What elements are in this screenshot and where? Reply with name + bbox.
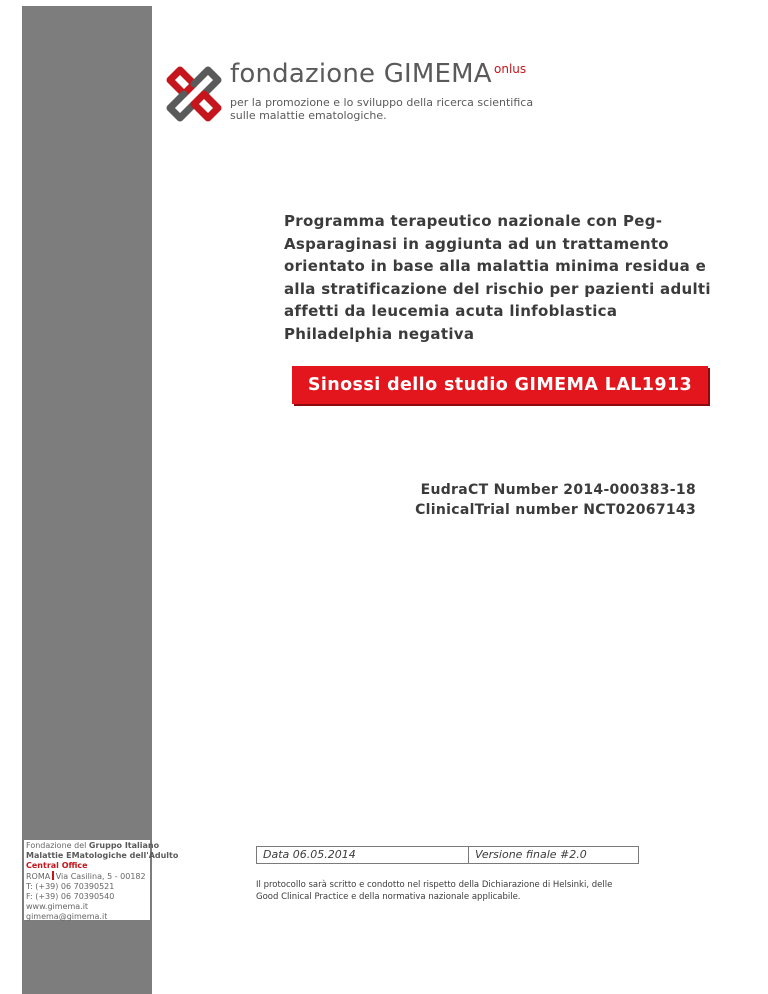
logo-tagline-line1: per la promozione e lo sviluppo della ricerca scientifica	[230, 96, 534, 109]
chain-link-icon	[164, 66, 224, 120]
date-version-table	[256, 846, 639, 864]
contact-fax: F: (+39) 06 70390540	[26, 892, 115, 901]
contact-line-1: Fondazione del Gruppo Italiano	[26, 841, 160, 850]
contact-web[interactable]: www.gimema.it	[26, 902, 89, 911]
logo-name: fondazione GIMEMA	[230, 59, 492, 89]
clinicaltrial-number: ClinicalTrial number NCT02067143	[415, 502, 696, 518]
contact-block	[24, 840, 179, 921]
compliance-note-line1: Il protocollo sarà scritto e condotto nel rispetto della Dichiarazione di Helsinki, delle	[256, 880, 613, 890]
date-cell: Data 06.05.2014	[257, 847, 469, 863]
compliance-note-line2: Good Clinical Practice e della normativa nazionale applicabile.	[256, 892, 521, 902]
title-line-5: affetti da leucemia acuta linfoblastica	[284, 302, 618, 320]
title-line-6: Philadelphia negativa	[284, 324, 475, 343]
contact-address: ROMA Via Casilina, 5 - 00182	[26, 872, 146, 881]
contact-phone: T: (+39) 06 70390521	[26, 882, 115, 891]
eudract-number: EudraCT Number 2014-000383-18	[420, 482, 696, 498]
contact-email[interactable]: gimema@gimema.it	[26, 912, 108, 921]
title-line-4: alla stratificazione del rischio per pazienti adulti	[284, 279, 711, 298]
title-line-1: Programma terapeutico nazionale con Peg-	[284, 212, 663, 230]
title-line-3: orientato in base alla malattia minima residua e	[284, 257, 707, 275]
synopsis-banner: Sinossi dello studio GIMEMA LAL1913	[292, 366, 708, 404]
contact-line-2: Malattie EMatologiche dell'Adulto	[26, 851, 179, 860]
logo-suffix: onlus	[494, 62, 527, 76]
logo-tagline-line2: sulle malattie ematologiche.	[230, 109, 387, 122]
separator-bar	[52, 871, 54, 880]
contact-central-office: Central Office	[26, 861, 88, 870]
registry-numbers	[360, 480, 696, 520]
compliance-note	[256, 879, 656, 903]
document-title	[284, 210, 714, 345]
title-line-2: Asparaginasi in aggiunta ad un trattamento	[284, 234, 669, 253]
logo-tagline	[230, 96, 533, 122]
gimema-logo	[160, 58, 580, 128]
version-cell: Versione finale #2.0	[475, 848, 587, 861]
